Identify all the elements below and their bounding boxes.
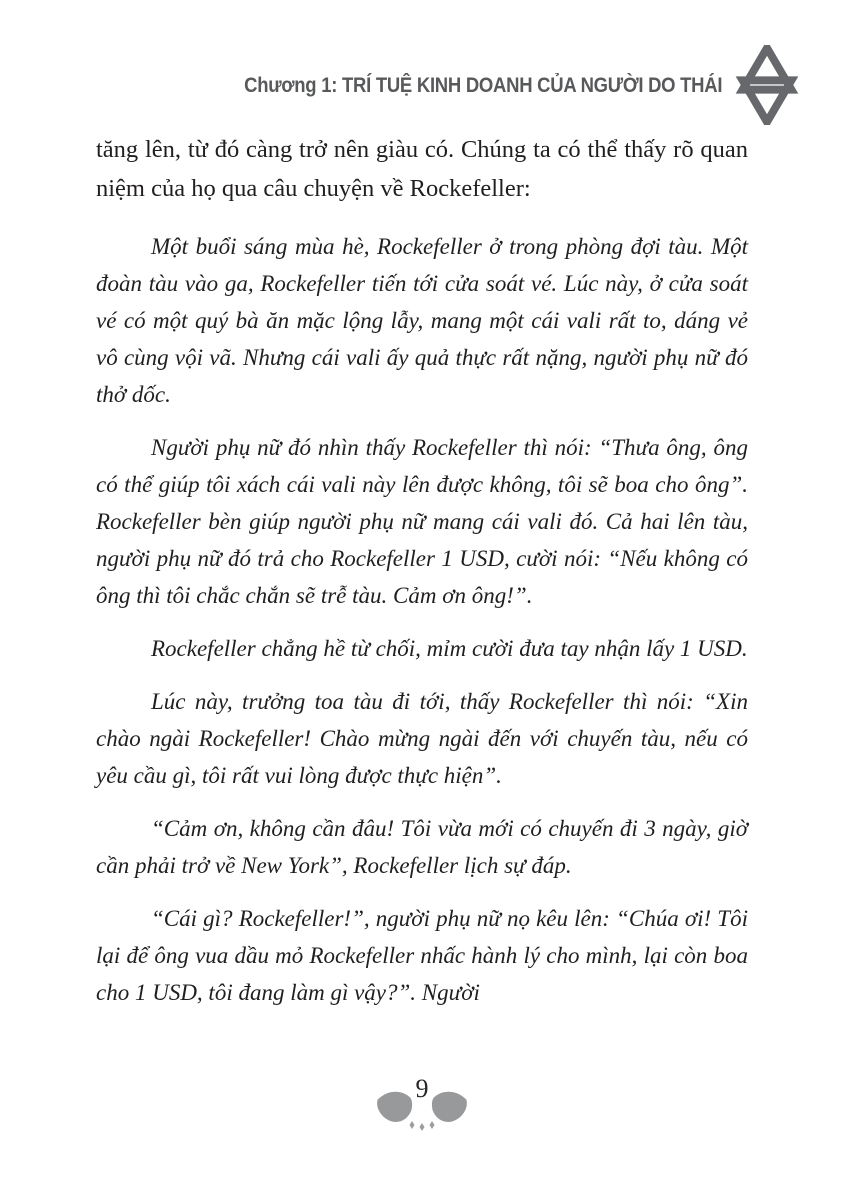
paragraph: Rockefeller chẳng hề từ chối, mỉm cười đưa tay nhận lấy 1 USD.: [151, 636, 748, 661]
paragraph: Lúc này, trưởng toa tàu đi tới, thấy Rockefeller thì nói: “Xin chào ngài Rockefeller! Chào mừng ngài đến với chuyến tàu, nếu có yêu cầu gì, tôi rất vui lòng được thực hiện”.: [96, 689, 748, 788]
star-of-david-icon: [734, 45, 800, 125]
page-header: [0, 40, 800, 130]
paragraph: “Cái gì? Rockefeller!”, người phụ nữ nọ kêu lên: “Chúa ơi! Tôi lại để ông vua dầu mỏ Rockefeller nhấc hành lý cho mình, lại còn boa cho 1 USD, tôi đang làm gì vậy?”. Người: [96, 906, 748, 1005]
paragraph: Người phụ nữ đó nhìn thấy Rockefeller thì nói: “Thưa ông, ông có thể giúp tôi xách cái vali này lên được không, tôi sẽ boa cho ông”. Rockefeller bèn giúp người phụ nữ mang cái vali đó. Cả hai lên tàu, người phụ nữ đó trả cho Rockefeller 1 USD, cười nói: “Nếu không có ông thì tôi chắc chắn sẽ trễ tàu. Cảm ơn ông!”.: [96, 435, 748, 608]
paragraph: Một buổi sáng mùa hè, Rockefeller ở trong phòng đợi tàu. Một đoàn tàu vào ga, Rockefeller tiến tới cửa soát vé. Lúc này, ở cửa soát vé có một quý bà ăn mặc lộng lẫy, mang một cái vali rất to, dáng vẻ vô cùng vội vã. Nhưng cái vali ấy quả thực rất nặng, người phụ nữ đó thở dốc.: [96, 234, 748, 407]
paragraph: “Cảm ơn, không cần đâu! Tôi vừa mới có chuyến đi 3 ngày, giờ cần phải trở về New York”, Rockefeller lịch sự đáp.: [96, 816, 748, 878]
page-footer: [0, 1076, 844, 1146]
ornament-dots-icon: [410, 1121, 435, 1131]
page-number: 9: [415, 1074, 429, 1103]
chapter-heading: Chương 1: TRÍ TUỆ KINH DOANH CỦA NGƯỜI DO THÁI: [243, 74, 722, 97]
body-text: [96, 130, 748, 1027]
paragraph: tăng lên, từ đó càng trở nên giàu có. Chúng ta có thể thấy rõ quan niệm của họ qua câu chuyện về Rockefeller:: [96, 136, 748, 202]
